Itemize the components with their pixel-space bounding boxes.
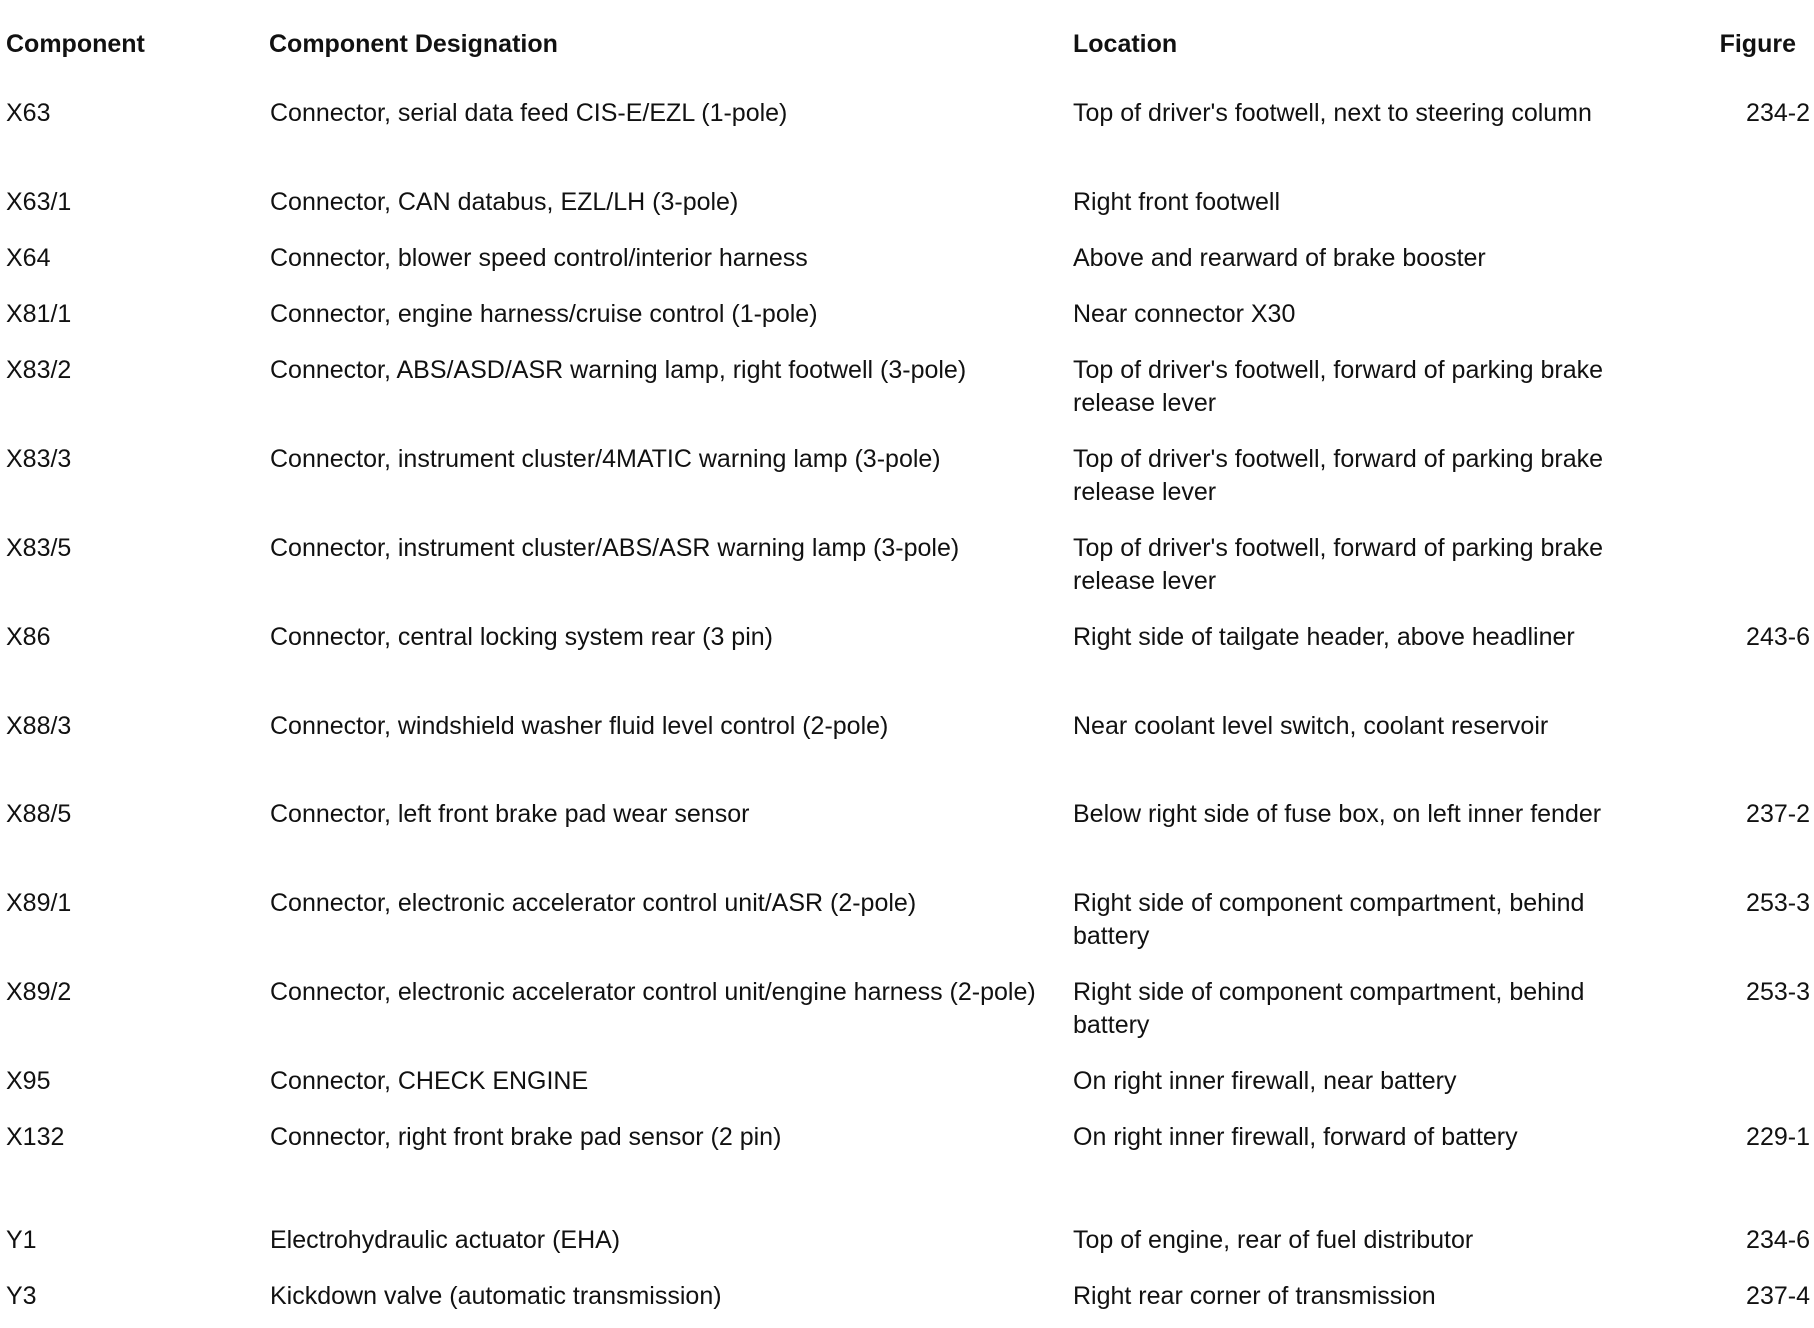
row-designation: Connector, ABS/ASD/ASR warning lamp, right footwell (3-pole) bbox=[270, 356, 967, 384]
row-location: Right side of component compartment, behind battery bbox=[1073, 978, 1585, 1039]
row-designation: Electrohydraulic actuator (EHA) bbox=[270, 1226, 621, 1254]
row-component: X95 bbox=[6, 1067, 51, 1095]
row-component: X88/5 bbox=[6, 800, 72, 828]
row-figure: 253-3 bbox=[1746, 889, 1810, 917]
header-figure: Figure bbox=[1719, 30, 1796, 58]
row-designation: Connector, instrument cluster/ABS/ASR warning lamp (3-pole) bbox=[270, 534, 960, 562]
row-location: Top of driver's footwell, forward of parking brake release lever bbox=[1073, 534, 1604, 595]
row-component: X64 bbox=[6, 244, 51, 272]
row-designation: Connector, left front brake pad wear sensor bbox=[270, 800, 750, 828]
row-component: Y1 bbox=[6, 1226, 37, 1254]
row-component: X88/3 bbox=[6, 712, 72, 740]
row-designation: Connector, right front brake pad sensor (2 pin) bbox=[270, 1123, 782, 1151]
row-location: On right inner firewall, near battery bbox=[1073, 1067, 1457, 1095]
header-designation: Component Designation bbox=[269, 30, 558, 58]
row-designation: Connector, electronic accelerator control unit/ASR (2-pole) bbox=[270, 889, 917, 917]
row-figure: 253-3 bbox=[1746, 978, 1810, 1006]
row-location: Above and rearward of brake booster bbox=[1073, 244, 1486, 272]
row-figure: 243-6 bbox=[1746, 623, 1810, 651]
row-location: Right front footwell bbox=[1073, 188, 1281, 216]
row-location: Right side of component compartment, behind battery bbox=[1073, 889, 1585, 950]
row-location: Near coolant level switch, coolant reservoir bbox=[1073, 712, 1549, 740]
row-component: X83/3 bbox=[6, 445, 72, 473]
row-designation: Connector, windshield washer fluid level control (2-pole) bbox=[270, 712, 889, 740]
header-location: Location bbox=[1073, 30, 1178, 58]
row-figure: 237-4 bbox=[1746, 1282, 1810, 1310]
row-component: X83/5 bbox=[6, 534, 72, 562]
row-designation: Connector, CHECK ENGINE bbox=[270, 1067, 589, 1095]
row-designation: Connector, electronic accelerator control unit/engine harness (2-pole) bbox=[270, 978, 1036, 1006]
row-component: X63 bbox=[6, 99, 51, 127]
row-location: Top of driver's footwell, forward of parking brake release lever bbox=[1073, 356, 1604, 417]
header-component: Component bbox=[6, 30, 145, 58]
row-component: X83/2 bbox=[6, 356, 72, 384]
row-component: X86 bbox=[6, 623, 51, 651]
row-location: Top of engine, rear of fuel distributor bbox=[1073, 1226, 1474, 1254]
row-location: Top of driver's footwell, forward of parking brake release lever bbox=[1073, 445, 1604, 506]
row-figure: 234-6 bbox=[1746, 1226, 1810, 1254]
row-location: Right side of tailgate header, above headliner bbox=[1073, 623, 1575, 651]
row-designation: Kickdown valve (automatic transmission) bbox=[270, 1282, 722, 1310]
row-component: X89/1 bbox=[6, 889, 72, 917]
row-component: Y3 bbox=[6, 1282, 37, 1310]
row-designation: Connector, serial data feed CIS-E/EZL (1-pole) bbox=[270, 99, 788, 127]
row-location: On right inner firewall, forward of battery bbox=[1073, 1123, 1518, 1151]
row-designation: Connector, CAN databus, EZL/LH (3-pole) bbox=[270, 188, 739, 216]
row-figure: 237-2 bbox=[1746, 800, 1810, 828]
row-location: Near connector X30 bbox=[1073, 300, 1296, 328]
row-designation: Connector, blower speed control/interior harness bbox=[270, 244, 808, 272]
row-figure: 234-2 bbox=[1746, 99, 1810, 127]
row-location: Right rear corner of transmission bbox=[1073, 1282, 1436, 1310]
row-designation: Connector, instrument cluster/4MATIC warning lamp (3-pole) bbox=[270, 445, 941, 473]
row-figure: 229-1 bbox=[1746, 1123, 1810, 1151]
row-component: X89/2 bbox=[6, 978, 72, 1006]
row-component: X132 bbox=[6, 1123, 65, 1151]
row-location: Below right side of fuse box, on left inner fender bbox=[1073, 800, 1602, 828]
row-location: Top of driver's footwell, next to steering column bbox=[1073, 99, 1592, 127]
row-designation: Connector, central locking system rear (3 pin) bbox=[270, 623, 773, 651]
row-designation: Connector, engine harness/cruise control (1-pole) bbox=[270, 300, 818, 328]
row-component: X63/1 bbox=[6, 188, 72, 216]
row-component: X81/1 bbox=[6, 300, 72, 328]
